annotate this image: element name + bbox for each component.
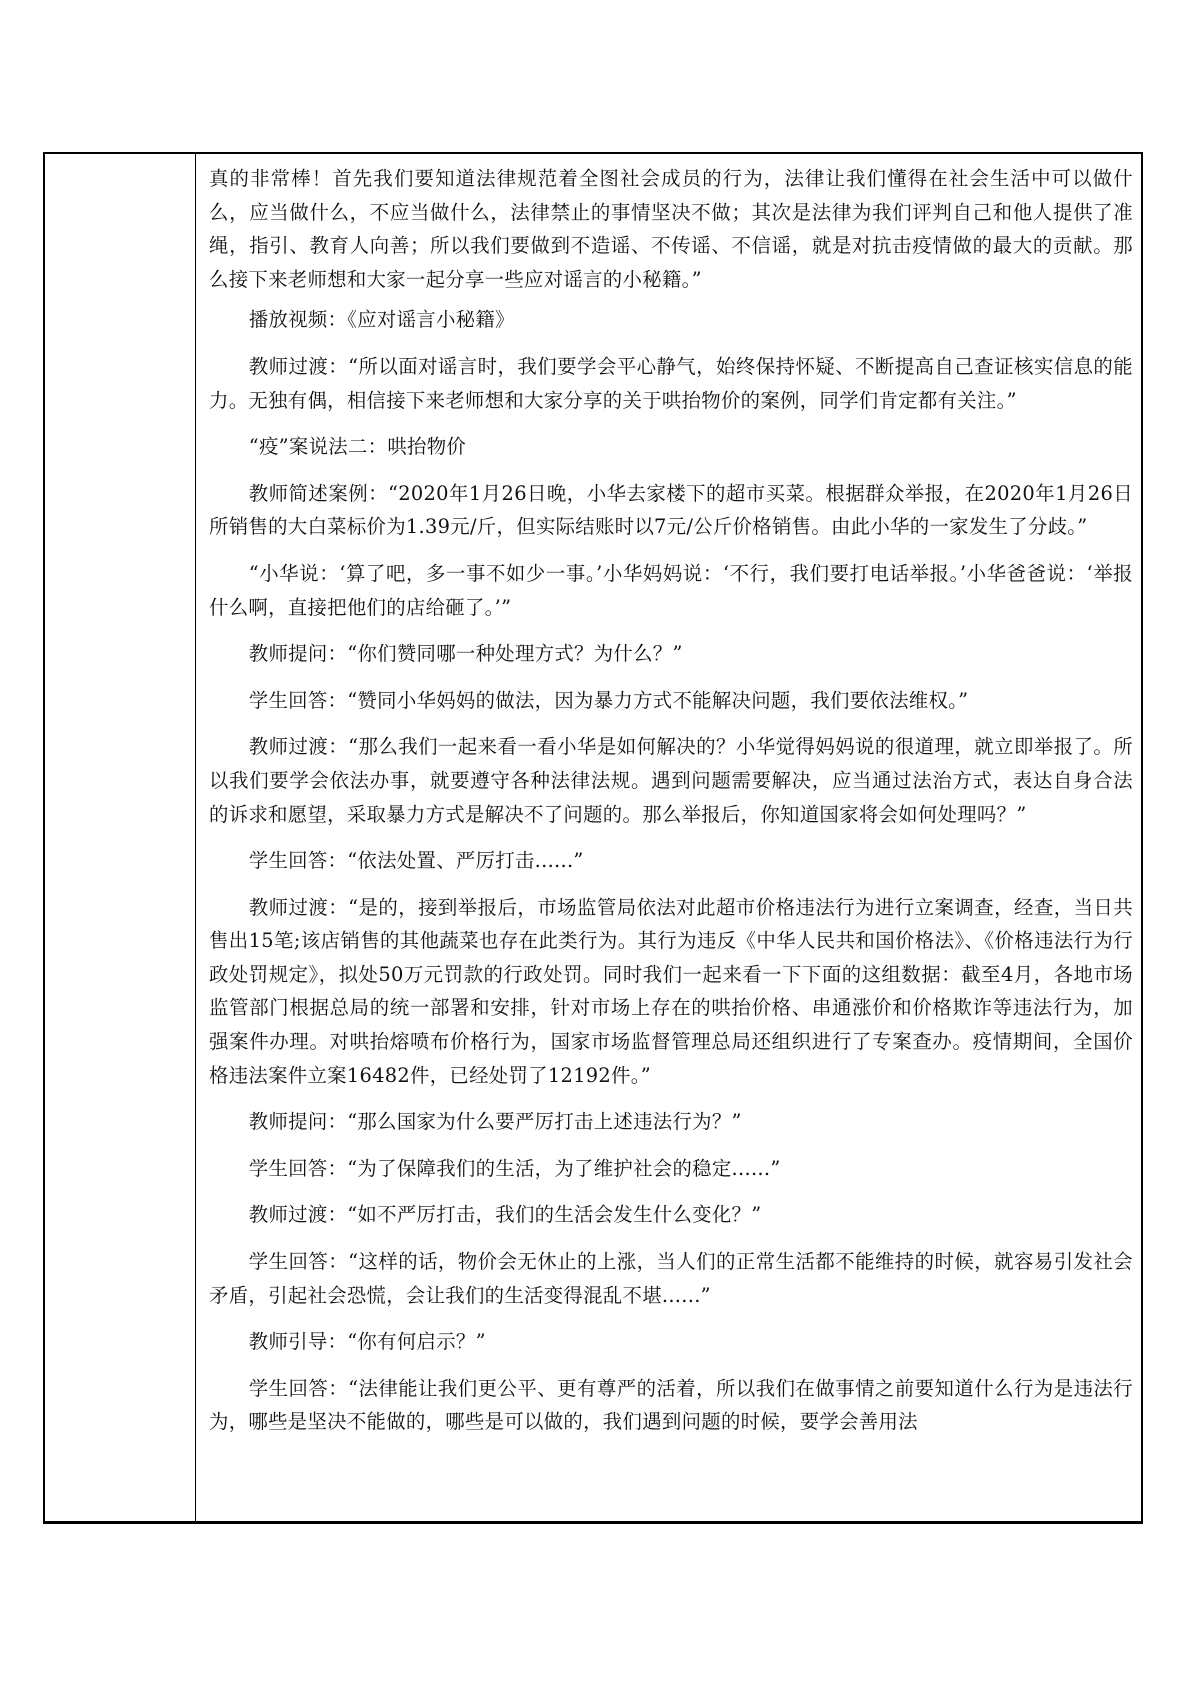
paragraph-teacher-question-1: 教师提问：“你们赞同哪一种处理方式？为什么？” <box>248 642 683 666</box>
paragraph-student-answer-2: 学生回答：“依法处置、严厉打击......” <box>248 849 584 873</box>
left-column-cell <box>45 154 196 1521</box>
paragraph-play-video: 播放视频：《应对谣言小秘籍》 <box>248 308 515 332</box>
paragraph-case-description: 教师简述案例：“2020年1月26日晚，小华去家楼下的超市买菜。根据群众举报，在2020年1月26日所销售的大白菜标价为1.39元/斤，但实际结账时以7元/公斤价格销售。由此小华的一家发生了分歧。” <box>209 481 1133 539</box>
paragraph-intro-continuation: 真的非常棒！首先我们要知道法律规范着全图社会成员的行为，法律让我们懂得在社会生活中可以做什么，应当做什么，不应当做什么，法律禁止的事情坚决不做；其次是法律为我们评判自己和他人提供了准绳，指引、教育人向善；所以我们要做到不造谣、不传谣、不信谣，就是对抗击疫情做的最大的贡献。那么接下来老师想和大家一起分享一些应对谣言的小秘籍。” <box>209 167 1133 291</box>
paragraph-teacher-transition-1: 教师过渡：“所以面对谣言时，我们要学会平心静气，始终保持怀疑、不断提高自己查证核实信息的能力。无独有偶，相信接下来老师想和大家分享的关于哄抬物价的案例，同学们肯定都有关注。” <box>209 354 1133 412</box>
paragraph-teacher-guide: 教师引导：“你有何启示？” <box>248 1330 486 1354</box>
paragraph-student-answer-5: 学生回答：“法律能让我们更公平、更有尊严的活着，所以我们在做事情之前要知道什么行为是违法行为，哪些是坚决不能做的，哪些是可以做的，我们遇到问题的时候，要学会善用法 <box>209 1376 1133 1434</box>
paragraph-teacher-transition-2: 教师过渡：“那么我们一起来看一看小华是如何解决的？小华觉得妈妈说的很道理，就立即举报了。所以我们要学会依法办事，就要遵守各种法律法规。遇到问题需要解决，应当通过法治方式，表达自身合法的诉求和愿望，采取暴力方式是解决不了问题的。那么举报后，你知道国家将会如何处理吗？” <box>209 735 1133 826</box>
content-cell <box>197 154 1141 1521</box>
section-heading-case-two: “疫”案说法二：哄抬物价 <box>248 435 467 459</box>
paragraph-teacher-transition-4: 教师过渡：“如不严厉打击，我们的生活会发生什么变化？” <box>248 1203 762 1227</box>
paragraph-student-answer-1: 学生回答：“赞同小华妈妈的做法，因为暴力方式不能解决问题，我们要依法维权。” <box>248 688 969 712</box>
paragraph-teacher-transition-3: 教师过渡：“是的，接到举报后，市场监管局依法对此超市价格违法行为进行立案调查，经查，当日共售出15笔;该店销售的其他蔬菜也存在此类行为。其行为违反《中华人民共和国价格法》、《价格违法行为行政处罚规定》，拟处50万元罚款的行政处罚。同时我们一起来看一下下面的这组数据：截至4月，各地市场监管部门根据总局的统一部署和安排，针对市场上存在的哄抬价格、串通涨价和价格欺诈等违法行为，加强案件办理。对哄抬熔喷布价格行为，国家市场监督管理总局还组织进行了专案查办。疫情期间，全国价格违法案件立案16482件，已经处罚了12192件。” <box>209 895 1133 1087</box>
paragraph-student-answer-3: 学生回答：“为了保障我们的生活，为了维护社会的稳定......” <box>248 1156 781 1180</box>
paragraph-teacher-question-2: 教师提问：“那么国家为什么要严厉打击上述违法行为？” <box>248 1110 742 1134</box>
paragraph-family-dialogue: “小华说：‘算了吧，多一事不如少一事。’小华妈妈说：‘不行，我们要打电话举报。’小华爸爸说：‘举报什么啊，直接把他们的店给砸了。’” <box>209 561 1133 619</box>
lesson-plan-table <box>43 152 1143 1524</box>
paragraph-student-answer-4: 学生回答：“这样的话，物价会无休止的上涨，当人们的正常生活都不能维持的时候，就容易引发社会矛盾，引起社会恐慌，会让我们的生活变得混乱不堪......” <box>209 1250 1133 1307</box>
